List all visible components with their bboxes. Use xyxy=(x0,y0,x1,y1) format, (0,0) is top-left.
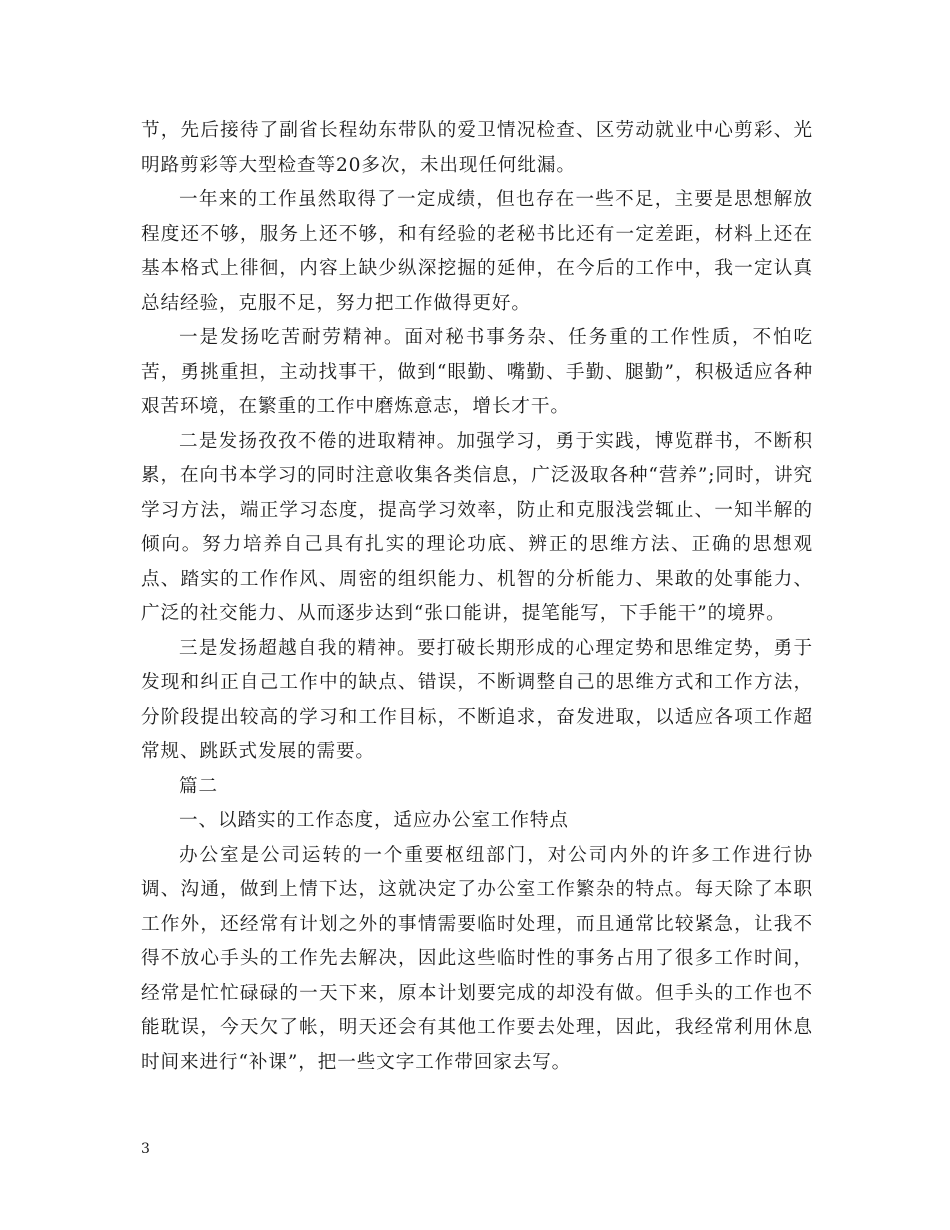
paragraph-point-two: 二是发扬孜孜不倦的进取精神。加强学习，勇于实践，博览群书，不断积累，在向书本学习的同时注意收集各类信息，广泛汲取各种“营养”;同时，讲究学习方法，端正学习态度，提高学习效率，防止和克服浅尝辄止、一知半解的倾向。努力培养自己具有扎实的理论功底、辨正的思维方法、正确的思想观点、踏实的工作作风、周密的组织能力、机智的分析能力、果敢的处事能力、广泛的社交能力、从而逐步达到“张口能讲，提笔能写，下手能干”的境界。 xyxy=(141,430,813,624)
paragraph-shortcomings: 一年来的工作虽然取得了一定成绩，但也存在一些不足，主要是思想解放程度还不够，服务上还不够，和有经验的老秘书比还有一定差距，材料上还在基本格式上徘徊，内容上缺少纵深挖掘的延伸，在今后的工作中，我一定认真总结经验，克服不足，努力把工作做得更好。 xyxy=(141,189,813,314)
subheading-work-attitude: 一、以踏实的工作态度，适应办公室工作特点 xyxy=(179,810,569,831)
paragraph-point-one: 一是发扬吃苦耐劳精神。面对秘书事务杂、任务重的工作性质，不怕吃苦，勇挑重担，主动找事干，做到“眼勤、嘴勤、手勤、腿勤”，积极适应各种艰苦环境，在繁重的工作中磨炼意志，增长才干。 xyxy=(141,327,813,417)
paragraph-continuation: 节，先后接待了副省长程幼东带队的爱卫情况检查、区劳动就业中心剪彩、光明路剪彩等大型检查等20多次，未出现任何纰漏。 xyxy=(141,120,813,176)
page-number: 3 xyxy=(141,1141,150,1157)
document-body xyxy=(141,114,813,1080)
section-heading-part-two: 篇二 xyxy=(179,775,218,797)
paragraph-point-three: 三是发扬超越自我的精神。要打破长期形成的心理定势和思维定势，勇于发现和纠正自己工作中的缺点、错误，不断调整自己的思维方式和工作方法，分阶段提出较高的学习和工作目标，不断追求，奋发进取，以适应各项工作超常规、跳跃式发展的需要。 xyxy=(141,637,813,762)
paragraph-office-role: 办公室是公司运转的一个重要枢纽部门，对公司内外的许多工作进行协调、沟通，做到上情下达，这就决定了办公室工作繁杂的特点。每天除了本职工作外，还经常有计划之外的事情需要临时处理，而且通常比较紧急，让我不得不放心手头的工作先去解决，因此这些临时性的事务占用了很多工作时间，经常是忙忙碌碌的一天下来，原本计划要完成的却没有做。但手头的工作也不能耽误，今天欠了帐，明天还会有其他工作要去处理，因此，我经常利用休息时间来进行“补课”，把一些文字工作带回家去写。 xyxy=(141,844,813,1073)
